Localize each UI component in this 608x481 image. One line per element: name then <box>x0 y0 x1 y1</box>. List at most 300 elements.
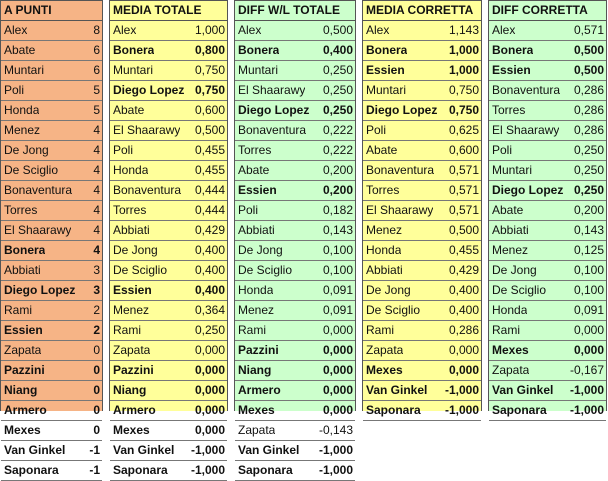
player-name: De Sciglio <box>238 263 293 277</box>
table-row <box>363 221 481 241</box>
player-name: El Shaarawy <box>113 123 181 137</box>
table-row <box>363 61 481 81</box>
table-row <box>110 81 227 101</box>
table-row <box>363 121 481 141</box>
player-value: 0,100 <box>322 243 353 257</box>
table-row <box>1 421 102 441</box>
table-row <box>235 421 355 441</box>
table-row <box>110 261 227 281</box>
player-name: Essien <box>4 323 43 337</box>
player-value: 0,250 <box>322 83 353 97</box>
player-name: Bonaventura <box>492 83 561 97</box>
player-value: 0,200 <box>322 163 353 177</box>
table-row <box>235 281 355 301</box>
player-value: 3 <box>93 283 100 297</box>
player-value: -0,167 <box>569 363 604 377</box>
player-value: 0,000 <box>573 323 604 337</box>
table-row <box>235 21 355 41</box>
table-row <box>363 241 481 261</box>
player-value: 4 <box>93 243 100 257</box>
player-value: 0,222 <box>322 143 353 157</box>
player-name: Bonera <box>366 43 408 57</box>
table-row <box>489 61 606 81</box>
table-row <box>1 81 102 101</box>
table-row <box>235 201 355 221</box>
player-value: 2 <box>93 303 100 317</box>
panel-a-punti <box>0 0 103 477</box>
table-row <box>1 401 102 421</box>
player-value: 0,000 <box>194 343 225 357</box>
table-row <box>363 21 481 41</box>
player-value: 0,286 <box>448 323 479 337</box>
column-header: DIFF W/L TOTALE <box>235 1 355 21</box>
player-value: -1,000 <box>190 443 225 457</box>
table-row <box>110 141 227 161</box>
player-name: Niang <box>113 383 147 397</box>
panel-media-corretta <box>362 0 482 417</box>
player-value: 0,455 <box>194 163 225 177</box>
player-name: De Jong <box>4 143 49 157</box>
player-name: Muntari <box>366 83 407 97</box>
player-name: Pazzini <box>238 343 279 357</box>
player-name: Bonera <box>4 243 46 257</box>
player-name: Pazzini <box>4 363 45 377</box>
player-name: De Sciglio <box>492 283 547 297</box>
player-name: Essien <box>238 183 277 197</box>
player-value: 0,125 <box>573 243 604 257</box>
table-row <box>235 361 355 381</box>
player-name: Honda <box>492 303 528 317</box>
player-name: Poli <box>113 143 134 157</box>
table-row <box>110 321 227 341</box>
player-name: Van Ginkel <box>238 443 300 457</box>
player-value: -0,143 <box>318 423 353 437</box>
table-row <box>235 321 355 341</box>
player-value: 0,364 <box>194 303 225 317</box>
player-value: 0,400 <box>448 283 479 297</box>
player-name: Poli <box>492 143 513 157</box>
table-row <box>489 241 606 261</box>
column-header: MEDIA TOTALE <box>110 1 227 21</box>
table-row <box>489 141 606 161</box>
table-row <box>110 341 227 361</box>
table-row <box>235 301 355 321</box>
player-name: Bonaventura <box>113 183 182 197</box>
player-name: De Jong <box>492 263 537 277</box>
player-value: 0,400 <box>194 243 225 257</box>
table-row <box>363 41 481 61</box>
player-name: De Sciglio <box>113 263 168 277</box>
player-name: Torres <box>238 143 272 157</box>
table-row <box>110 441 227 461</box>
table-row <box>235 221 355 241</box>
table-row <box>1 341 102 361</box>
table-row <box>489 21 606 41</box>
table-row <box>110 401 227 421</box>
player-value: 0,571 <box>448 203 479 217</box>
table-row <box>489 201 606 221</box>
table-row <box>110 21 227 41</box>
table-row <box>110 161 227 181</box>
player-name: Armero <box>238 383 281 397</box>
player-value: 0,250 <box>322 63 353 77</box>
player-name: Niang <box>238 363 272 377</box>
column-rows <box>235 21 355 481</box>
table-row <box>363 281 481 301</box>
player-value: 0,286 <box>573 83 604 97</box>
table-row <box>363 101 481 121</box>
player-name: El Shaarawy <box>366 203 434 217</box>
player-value: 0,750 <box>448 103 479 117</box>
player-name: Saponara <box>492 403 547 417</box>
player-name: De Sciglio <box>366 303 421 317</box>
player-value: 0,455 <box>448 243 479 257</box>
table-row <box>110 361 227 381</box>
player-value: 0,000 <box>448 363 479 377</box>
player-value: 0,286 <box>573 123 604 137</box>
player-name: Poli <box>366 123 387 137</box>
player-value: 0,250 <box>322 103 353 117</box>
player-name: Zapata <box>4 343 42 357</box>
player-name: Pazzini <box>113 363 154 377</box>
player-value: 0,571 <box>448 183 479 197</box>
player-name: Zapata <box>113 343 151 357</box>
player-name: Honda <box>238 283 274 297</box>
table-row <box>363 201 481 221</box>
player-value: 0 <box>93 403 100 417</box>
player-name: Torres <box>492 103 526 117</box>
player-value: 5 <box>93 103 100 117</box>
player-name: Muntari <box>113 63 154 77</box>
player-value: 0,500 <box>448 223 479 237</box>
player-value: 0,100 <box>322 263 353 277</box>
player-name: Poli <box>4 83 25 97</box>
player-value: -1 <box>89 463 100 477</box>
table-row <box>110 121 227 141</box>
table-row <box>1 221 102 241</box>
table-row <box>110 41 227 61</box>
player-value: -1,000 <box>444 383 479 397</box>
table-row <box>489 381 606 401</box>
table-row <box>1 181 102 201</box>
player-value: 0,600 <box>448 143 479 157</box>
table-row <box>363 301 481 321</box>
player-value: 0,750 <box>194 83 225 97</box>
player-value: 3 <box>93 263 100 277</box>
player-name: El Shaarawy <box>492 123 560 137</box>
table-row <box>489 361 606 381</box>
player-value: 0,100 <box>573 263 604 277</box>
player-name: Abbiati <box>492 223 529 237</box>
table-row <box>489 341 606 361</box>
player-value: -1 <box>89 443 100 457</box>
player-name: Mexes <box>238 403 275 417</box>
player-value: 0,222 <box>322 123 353 137</box>
player-name: Rami <box>113 323 142 337</box>
player-name: Abate <box>366 143 398 157</box>
player-name: Diego Lopez <box>113 83 185 97</box>
player-value: 0,182 <box>322 203 353 217</box>
player-value: -1,000 <box>318 443 353 457</box>
table-row <box>235 341 355 361</box>
player-value: 0,571 <box>448 163 479 177</box>
player-value: -1,000 <box>569 383 604 397</box>
player-value: 0,091 <box>573 303 604 317</box>
player-value: 0,625 <box>448 123 479 137</box>
table-row <box>1 61 102 81</box>
table-row <box>235 381 355 401</box>
player-value: 0,500 <box>322 23 353 37</box>
table-row <box>363 341 481 361</box>
table-row <box>489 121 606 141</box>
player-name: Mexes <box>366 363 403 377</box>
player-name: Saponara <box>4 463 59 477</box>
player-name: El Shaarawy <box>238 83 306 97</box>
player-value: 0,091 <box>322 283 353 297</box>
player-value: 4 <box>93 183 100 197</box>
player-value: 0,000 <box>194 363 225 377</box>
player-name: Mexes <box>4 423 41 437</box>
player-name: Alex <box>113 23 137 37</box>
table-row <box>235 181 355 201</box>
player-name: El Shaarawy <box>4 223 72 237</box>
player-name: Zapata <box>366 343 404 357</box>
table-row <box>489 321 606 341</box>
player-value: 4 <box>93 143 100 157</box>
player-value: 0,000 <box>322 403 353 417</box>
player-name: Torres <box>366 183 400 197</box>
table-row <box>1 321 102 341</box>
player-value: 5 <box>93 83 100 97</box>
table-row <box>1 241 102 261</box>
player-name: Muntari <box>492 163 533 177</box>
column-rows <box>363 21 481 421</box>
table-row <box>489 181 606 201</box>
table-row <box>1 101 102 121</box>
player-name: Abate <box>492 203 524 217</box>
table-row <box>1 381 102 401</box>
table-row <box>235 121 355 141</box>
player-name: Abate <box>238 163 270 177</box>
player-value: 0 <box>93 423 100 437</box>
player-value: 4 <box>93 163 100 177</box>
player-name: Diego Lopez <box>492 183 564 197</box>
player-value: 0,200 <box>573 203 604 217</box>
player-name: Mexes <box>113 423 150 437</box>
player-name: Van Ginkel <box>113 443 175 457</box>
table-row <box>110 281 227 301</box>
player-name: Rami <box>366 323 395 337</box>
table-row <box>489 101 606 121</box>
player-value: -1,000 <box>569 403 604 417</box>
player-value: 0,000 <box>322 323 353 337</box>
player-value: 0,143 <box>322 223 353 237</box>
player-name: Poli <box>238 203 259 217</box>
player-value: 4 <box>93 203 100 217</box>
table-row <box>363 261 481 281</box>
table-row <box>489 221 606 241</box>
player-value: 0,750 <box>448 83 479 97</box>
table-row <box>1 361 102 381</box>
player-name: Essien <box>366 63 405 77</box>
player-value: 0,250 <box>573 183 604 197</box>
player-name: Abbiati <box>238 223 275 237</box>
player-value: 2 <box>93 323 100 337</box>
player-value: 0,400 <box>194 283 225 297</box>
table-row <box>363 361 481 381</box>
player-value: 0 <box>93 383 100 397</box>
table-row <box>489 161 606 181</box>
table-row <box>489 281 606 301</box>
player-name: Armero <box>4 403 47 417</box>
player-value: 8 <box>93 23 100 37</box>
player-name: Niang <box>4 383 38 397</box>
player-value: 0,444 <box>194 183 225 197</box>
player-name: Abbiati <box>113 223 150 237</box>
player-name: Alex <box>366 23 390 37</box>
player-name: Menez <box>366 223 403 237</box>
player-name: Abate <box>4 43 36 57</box>
player-value: 0,000 <box>194 383 225 397</box>
player-value: 0,091 <box>322 303 353 317</box>
player-name: Honda <box>4 103 40 117</box>
player-value: 1,000 <box>448 63 479 77</box>
table-row <box>489 41 606 61</box>
player-value: 6 <box>93 43 100 57</box>
player-value: 0,000 <box>322 343 353 357</box>
player-name: Van Ginkel <box>4 443 66 457</box>
player-name: De Jong <box>238 243 283 257</box>
player-value: 0,250 <box>194 323 225 337</box>
table-row <box>1 201 102 221</box>
player-value: 0,455 <box>194 143 225 157</box>
table-row <box>489 401 606 421</box>
player-value: 0,429 <box>448 263 479 277</box>
table-row <box>110 421 227 441</box>
player-name: Muntari <box>4 63 45 77</box>
player-name: De Jong <box>113 243 158 257</box>
player-name: Zapata <box>238 423 276 437</box>
table-row <box>110 381 227 401</box>
player-name: Zapata <box>492 363 530 377</box>
player-name: Diego Lopez <box>4 283 76 297</box>
player-value: 0,444 <box>194 203 225 217</box>
column-header: DIFF CORRETTA <box>489 1 606 21</box>
table-row <box>363 401 481 421</box>
table-row <box>363 81 481 101</box>
player-name: De Sciglio <box>4 163 59 177</box>
player-name: Rami <box>4 303 33 317</box>
player-value: 0,500 <box>573 63 604 77</box>
player-name: Honda <box>113 163 149 177</box>
player-value: 0,000 <box>194 423 225 437</box>
table-row <box>235 241 355 261</box>
player-value: 0,400 <box>448 303 479 317</box>
table-row <box>110 61 227 81</box>
table-row <box>1 161 102 181</box>
player-name: Armero <box>113 403 156 417</box>
player-value: 0,800 <box>194 43 225 57</box>
player-name: Bonera <box>492 43 534 57</box>
table-row <box>1 21 102 41</box>
player-value: 0,000 <box>448 343 479 357</box>
player-name: Alex <box>4 23 28 37</box>
player-value: 0,000 <box>322 383 353 397</box>
player-value: 1,000 <box>448 43 479 57</box>
player-name: Bonaventura <box>238 123 307 137</box>
column-rows <box>489 21 606 421</box>
player-name: Torres <box>4 203 38 217</box>
table-row <box>110 241 227 261</box>
player-name: Van Ginkel <box>492 383 554 397</box>
player-value: -1,000 <box>190 463 225 477</box>
player-value: 0,571 <box>573 23 604 37</box>
player-name: Abbiati <box>4 263 41 277</box>
player-value: 0,000 <box>322 363 353 377</box>
player-name: Abbiati <box>366 263 403 277</box>
table-row <box>110 201 227 221</box>
table-row <box>1 301 102 321</box>
player-value: 4 <box>93 123 100 137</box>
player-name: Abate <box>113 103 145 117</box>
player-value: 0,250 <box>573 143 604 157</box>
table-row <box>110 301 227 321</box>
player-name: Saponara <box>113 463 168 477</box>
table-row <box>1 141 102 161</box>
table-row <box>235 61 355 81</box>
table-row <box>235 161 355 181</box>
player-name: Honda <box>366 243 402 257</box>
player-name: Saponara <box>366 403 421 417</box>
player-name: Menez <box>492 243 529 257</box>
table-row <box>235 441 355 461</box>
player-name: Bonaventura <box>4 183 73 197</box>
player-name: Alex <box>238 23 262 37</box>
table-row <box>110 221 227 241</box>
player-name: Essien <box>113 283 152 297</box>
player-name: Diego Lopez <box>238 103 310 117</box>
table-row <box>489 261 606 281</box>
column-header: A PUNTI <box>1 1 102 21</box>
table-row <box>110 101 227 121</box>
column-rows <box>1 21 102 481</box>
table-row <box>235 401 355 421</box>
column-header: MEDIA CORRETTA <box>363 1 481 21</box>
player-value: 0,600 <box>194 103 225 117</box>
player-value: 0,500 <box>194 123 225 137</box>
table-row <box>1 281 102 301</box>
table-row <box>363 141 481 161</box>
player-name: Bonera <box>113 43 155 57</box>
player-name: Bonaventura <box>366 163 435 177</box>
table-row <box>235 461 355 481</box>
player-value: 0,250 <box>573 163 604 177</box>
player-name: Mexes <box>492 343 529 357</box>
player-value: 6 <box>93 63 100 77</box>
player-name: Muntari <box>238 63 279 77</box>
player-value: 0 <box>93 343 100 357</box>
player-value: 0,429 <box>194 223 225 237</box>
player-value: 0,200 <box>322 183 353 197</box>
player-value: 0,286 <box>573 103 604 117</box>
player-name: Rami <box>238 323 267 337</box>
table-row <box>235 261 355 281</box>
player-name: Essien <box>492 63 531 77</box>
column-rows <box>110 21 227 481</box>
player-value: 0,400 <box>194 263 225 277</box>
player-name: Van Ginkel <box>366 383 428 397</box>
player-value: -1,000 <box>444 403 479 417</box>
